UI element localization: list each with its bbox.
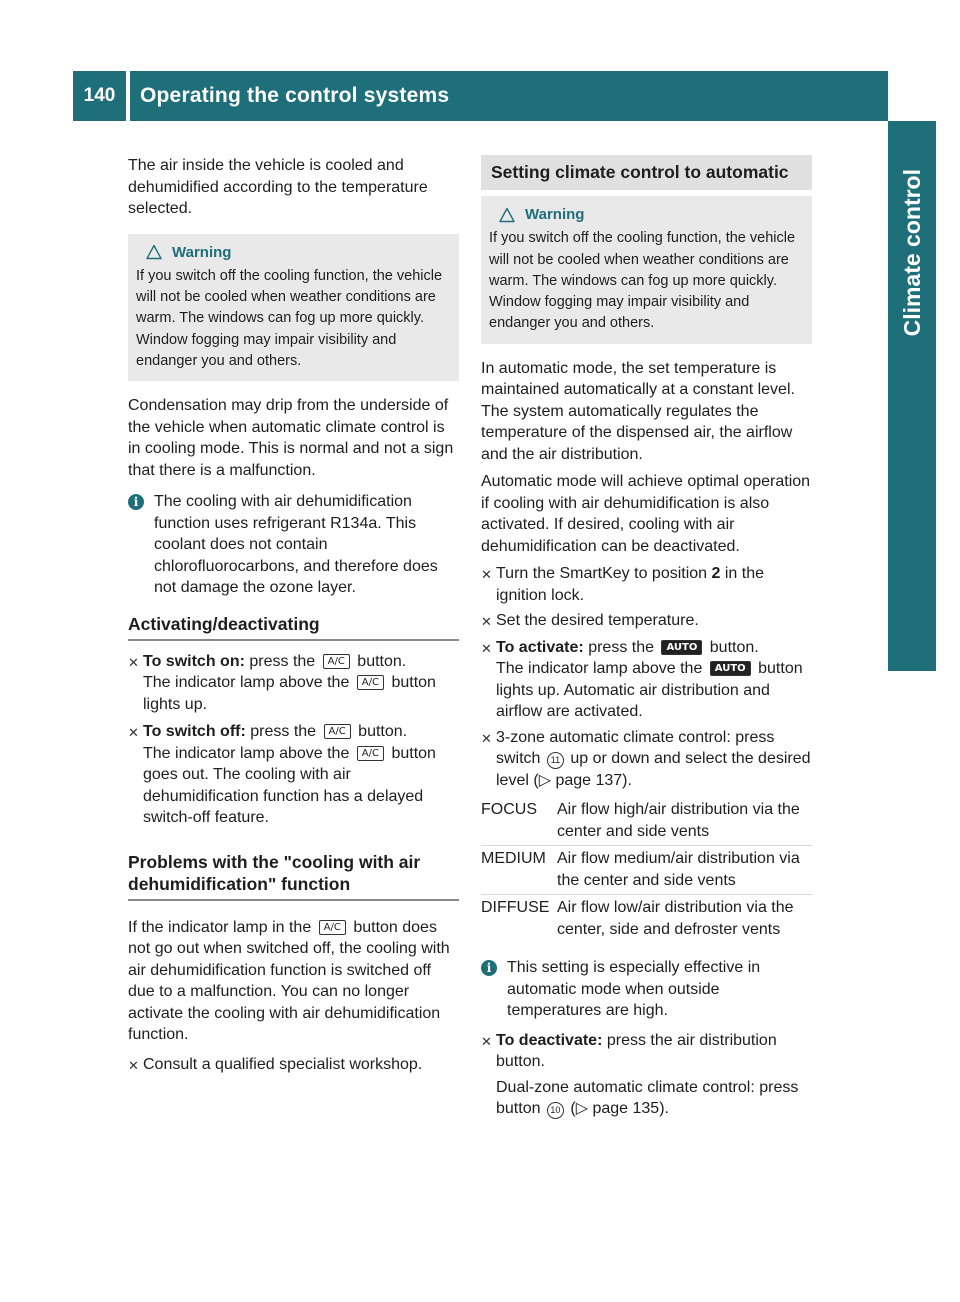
problems-paragraph (128, 917, 459, 1046)
ac-button-icon: A/C (357, 675, 384, 690)
step-switch-off (128, 721, 459, 829)
auto-button-icon: AUTO (710, 661, 751, 676)
switch-on-text: press the (249, 652, 316, 670)
dual-page-ref: page 135). (592, 1100, 669, 1118)
switch-off-text: press the (250, 723, 317, 741)
mode-name: MEDIUM (481, 850, 546, 868)
dual-text-1: Dual-zone automatic climate control: press button (496, 1078, 799, 1118)
deactivate-text: press the air distribution button. (496, 1031, 777, 1071)
zone-text-2: up or down and select the desired level ( (496, 750, 811, 789)
dual-zone-text (496, 1077, 812, 1120)
warning-text: If you switch off the cooling function, the vehicle will not be cooled when weather conditions are warm. The windows can fog up more quickly. Window fogging may impair visibility and endanger you and others. (489, 230, 796, 332)
info-note (481, 957, 812, 1022)
mode-name: FOCUS (481, 801, 537, 819)
switch-number-icon: 11 (547, 752, 564, 769)
deactivate-label: To deactivate: (496, 1031, 603, 1049)
switch-on-text-3: The indicator lamp above the (143, 674, 350, 692)
left-column (128, 155, 459, 1080)
auto-optimal-paragraph: Automatic mode will achieve optimal operation if cooling with air dehumidification is also activated. If desired, cooling with air dehumidification can be deactivated. (481, 473, 811, 555)
step-arrow-icon: ✕ (481, 1033, 492, 1049)
problems-text-1: If the indicator lamp in the (128, 918, 312, 936)
right-column (481, 155, 812, 1124)
ac-button-icon: A/C (323, 654, 350, 669)
warning-title: Warning (525, 206, 585, 223)
warning-heading (136, 242, 451, 263)
warning-box (128, 234, 459, 382)
table-row (481, 895, 812, 944)
step-arrow-icon: ✕ (481, 730, 492, 746)
auto-button-icon: AUTO (661, 640, 702, 655)
mode-desc: Air flow high/air distribution via the center and side vents (557, 801, 800, 840)
condensation-paragraph: Condensation may drip from the underside of the vehicle when automatic climate control is in cooling mode. This is normal and not a sign that there is a malfunction. (128, 397, 454, 479)
activate-label: To activate: (496, 638, 584, 656)
mode-desc: Air flow medium/air distribution via the center and side vents (557, 850, 800, 889)
switch-on-text-2: button. (357, 652, 407, 670)
switch-off-text-4: button goes out. The cooling with air dehumidification function has a delayed switch-off feature. (143, 744, 436, 827)
heading-activating: Activating/deactivating (128, 613, 459, 641)
step-activate (481, 637, 812, 723)
step-arrow-icon: ✕ (481, 567, 492, 583)
page-ref-arrow-icon: ▷ (575, 1100, 593, 1118)
page-ref-arrow-icon: ▷ (538, 771, 556, 789)
ac-button-icon: A/C (357, 746, 384, 761)
step-arrow-icon: ✕ (128, 1057, 139, 1073)
consult-text: Consult a qualified specialist workshop. (143, 1055, 423, 1073)
button-number-icon: 10 (547, 1102, 564, 1119)
ac-button-icon: A/C (319, 920, 346, 935)
info-text: The cooling with air dehumidification function uses refrigerant R134a. This coolant does not contain chlorofluorocarbons, and therefore does not damage the ozone layer. (154, 493, 438, 597)
warning-text: If you switch off the cooling function, the vehicle will not be cooled when weather conditions are warm. The windows can fog up more quickly. Window fogging may impair visibility and endanger you and others. (136, 267, 443, 369)
turn-position: 2 (711, 565, 721, 583)
step-turn-key (481, 563, 812, 606)
step-deactivate (481, 1030, 812, 1120)
switch-off-label: To switch off: (143, 723, 246, 741)
chapter-sidebar (888, 121, 936, 671)
set-temp-text: Set the desired temperature. (496, 612, 699, 630)
step-3-zone (481, 727, 812, 792)
info-note (128, 491, 459, 599)
ac-button-icon: A/C (324, 724, 351, 739)
switch-off-text-2: button. (358, 723, 408, 741)
warning-heading (489, 204, 804, 225)
auto-mode-paragraph: In automatic mode, the set temperature is maintained automatically at a constant level. The system automatically regulates the temperature of the dispensed air, the airflow and the air distribution. (481, 359, 795, 463)
activate-text-4: button lights up. Automatic air distribution and airflow are activated. (496, 660, 803, 721)
mode-desc: Air flow low/air distribution via the center, side and defroster vents (557, 899, 794, 938)
table-row (481, 846, 812, 895)
warning-box (481, 196, 812, 344)
step-arrow-icon: ✕ (128, 725, 139, 741)
step-arrow-icon: ✕ (481, 640, 492, 656)
info-icon: i (481, 960, 497, 976)
section-title: Operating the control systems (140, 84, 450, 107)
header-divider (126, 71, 130, 121)
warning-title: Warning (172, 243, 232, 261)
zone-page-ref: page 137). (555, 771, 632, 789)
info-text: This setting is especially effective in automatic mode when outside temperatures are high. (507, 959, 761, 1020)
zone-text-1: 3-zone automatic climate control: press switch (496, 728, 775, 768)
step-arrow-icon: ✕ (481, 614, 492, 630)
step-set-temp (481, 610, 812, 633)
heading-problems: Problems with the "cooling with air dehumidification" function (128, 851, 459, 901)
step-switch-on (128, 651, 459, 716)
info-icon: i (128, 494, 144, 510)
turn-text-2: in the ignition lock. (496, 565, 765, 604)
mode-name: DIFFUSE (481, 899, 550, 917)
activate-text-1: press the (588, 638, 654, 656)
switch-off-text-3: The indicator lamp above the (143, 744, 350, 762)
step-consult (128, 1054, 459, 1077)
intro-paragraph: The air inside the vehicle is cooled and dehumidified according to the temperature selected. (128, 157, 428, 217)
turn-text-1: Turn the SmartKey to position (496, 565, 708, 583)
switch-on-text-4: button lights up. (143, 674, 436, 713)
warning-triangle-icon (499, 207, 515, 223)
table-row (481, 797, 812, 846)
problems-text-2: button does not go out when switched off, the cooling with air dehumidification function is switched off due to a malfunction. You can no longer activate the cooling with air dehumidification function. (128, 918, 450, 1044)
activate-text-3: The indicator lamp above the (496, 660, 703, 678)
chapter-sidebar-label: Climate control (898, 169, 925, 337)
switch-on-label: To switch on: (143, 652, 245, 670)
activate-text-2: button. (709, 638, 759, 656)
warning-triangle-icon (146, 244, 162, 260)
step-arrow-icon: ✕ (128, 654, 139, 670)
modes-table (481, 797, 812, 943)
heading-auto: Setting climate control to automatic (481, 155, 812, 190)
dual-text-2: ( (570, 1100, 576, 1118)
page-number: 140 (83, 85, 116, 106)
